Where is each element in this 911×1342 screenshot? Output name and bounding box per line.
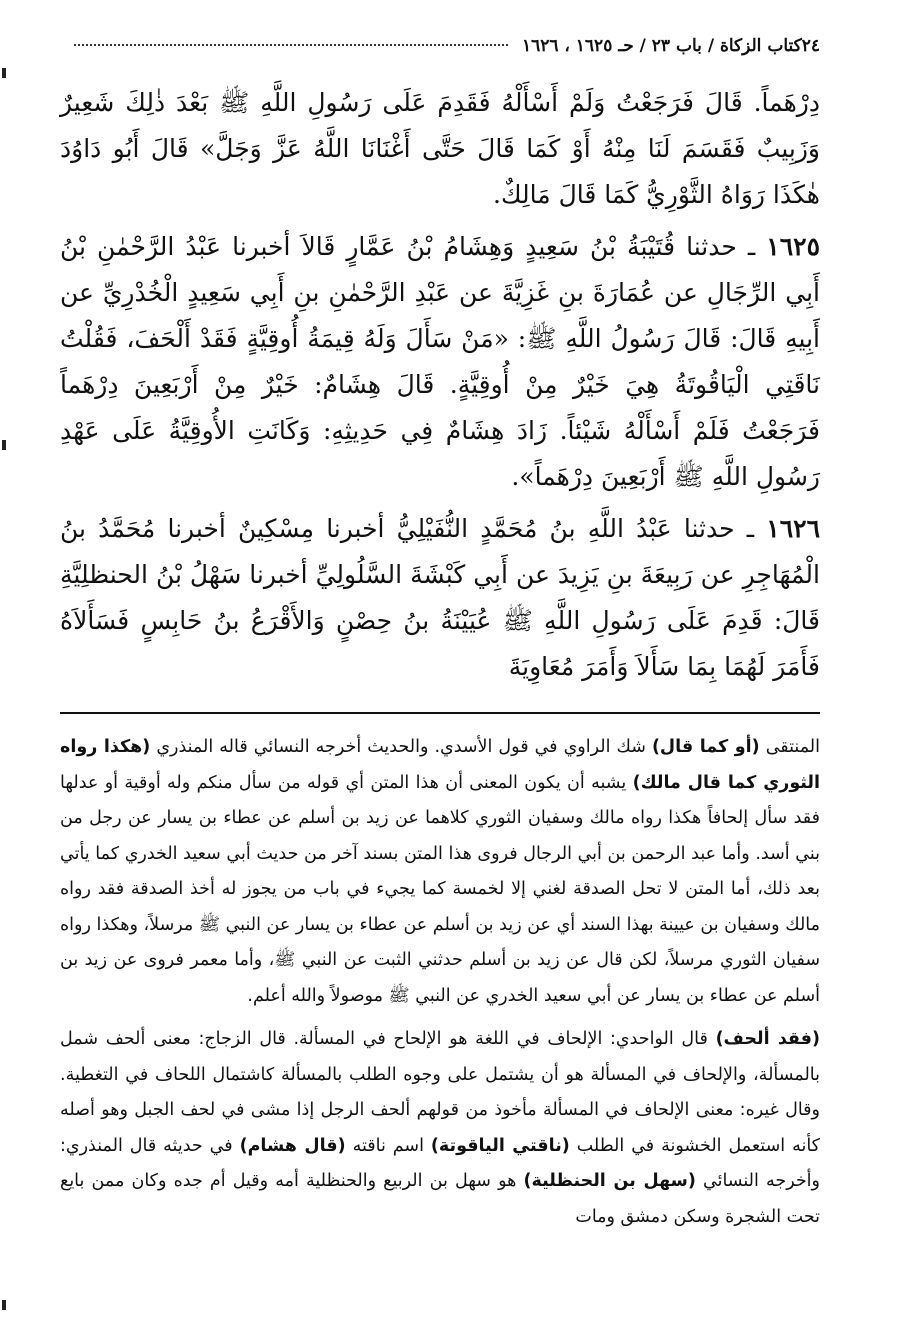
commentary	[60, 730, 820, 1235]
hadith-number: ١٦٢٦	[766, 514, 820, 543]
commentary-lemma: (فقد ألحف)	[715, 1029, 820, 1049]
footnote-divider	[60, 712, 820, 714]
hadith-body: ـ حدثنا عَبْدُ اللَّهِ بنُ مُحَمَّدٍ النُّفَيْلِيُّ أخبرنا مِسْكِينٌ أخبرنا مُحَمَّدُ بنُ الْمُهَاجِرِ عن رَبِيعَةَ بنِ يَزِيدَ عن أَبِي كَبْشَةَ السَّلُولِيِّ أخبرنا سَهْلُ بْنُ الحنظلِيَّةِ قَالَ: قَدِمَ عَلَى رَسُولِ اللَّهِ ﷺ عُيَيْنَةُ بنُ حِصْنٍ وَالأَقْرَعُ بنُ حَابِسٍ فَسَأَلاَهُ فَأَمَرَ لَهُمَا بِمَا سَأَلاَ وَأَمَرَ مُعَاوِيَةَ	[60, 514, 820, 681]
hadith-body: ـ حدثنا قُتَيْبَةُ بْنُ سَعِيدٍ وَهِشَامُ بْنُ عَمَّارٍ قَالاَ أخبرنا عَبْدُ الرَّحْمٰنِ بْنُ أَبِي الرِّجَالِ عن عُمَارَةَ بنِ غَزِيَّةَ عن عَبْدِ الرَّحْمٰنِ بنِ أَبِي سَعِيدٍ الْخُدْرِيِّ عن أَبِيهِ قَالَ: قَالَ رَسُولُ اللَّهِ ﷺ: «مَنْ سَأَلَ وَلَهُ قِيمَةُ أُوقِيَّةٍ فَقَدْ أَلْحَفَ، فَقُلْتُ نَاقَتِي الْيَاقُوتَةُ هِيَ خَيْرٌ مِنْ أُوقِيَّةٍ. قَالَ هِشَامٌ: خَيْرٌ مِنْ أَرْبَعِينَ دِرْهَماً فَرَجَعْتُ فَلَمْ أَسْأَلْهُ شَيْئاً. زَادَ هِشَامٌ فِي حَدِيثِهِ: وَكَانَتِ الأُوقِيَّةُ عَلَى عَهْدِ رَسُولِ اللَّهِ ﷺ أَرْبَعِينَ دِرْهَماً».	[60, 232, 820, 491]
scan-edge-mark	[2, 68, 6, 78]
commentary-text: هو سهل بن الربيع والحنظلية أمه وقيل أم جده وكان ممن بايع تحت الشجرة وسكن دمشق ومات	[60, 1171, 820, 1227]
hadith-continuation: دِرْهَماً. قَالَ فَرَجَعْتُ وَلَمْ أَسْأَلْهُ فَقَدِمَ عَلَى رَسُولِ اللَّهِ ﷺ بَعْدَ ذٰلِكَ شَعِيرٌ وَزَبِيبٌ فَقَسَمَ لَنَا مِنْهُ أَوْ كَمَا قَالَ حَتَّى أَغْنَانَا اللَّهُ عَزَّ وَجَلَّ» قَالَ أَبُو دَاوُدَ هٰكَذَا رَوَاهُ الثَّوْرِيُّ كَمَا قَالَ مَالِكٌ.	[60, 88, 820, 209]
commentary-text: اسم ناقته	[345, 1135, 431, 1156]
commentary-text: في حديثه قال المنذري: وأخرجه النسائي	[60, 1135, 820, 1191]
commentary-text: يشبه أن يكون المعنى أن هذا المتن أي قوله من سأل منكم وله أوقية أو عدلها فقد سأل إلحافاً هكذا رواه مالك وسفيان الثوري كلاهما عن زيد بن أسلم عن عطاء بن يسار عن رجل من بني أسد. وأما عبد الرحمن بن أبي الرجال فروى هذا المتن بسند آخر من حديث أبي سعيد الخدري كما يأتي بعد ذلك، أما المتن لا تحل الصدقة لغني إلا لخمسة كما يجيء في باب من يجوز له أخذ الصدقة فقد رواه مالك وسفيان بن عيينة بهذا السند أي عن زيد بن أسلم عن عطاء بن يسار عن النبي ﷺ مرسلاً، وهكذا رواه سفيان الثوري مرسلاً، لكن قال عن زيد بن أسلم حدثني الثبت عن النبي ﷺ، وأما معمر فروى عن زيد بن أسلم عن عطاء بن يسار عن أبي سعيد الخدري عن النبي ﷺ موصولاً والله أعلم.	[60, 772, 820, 1006]
commentary-lemma: (هكذا رواه الثوري كما قال مالك)	[60, 737, 821, 793]
hadith-text	[60, 80, 820, 690]
commentary-lemma: (قال هشام)	[239, 1135, 346, 1156]
commentary-lemma: (أو كما قال)	[651, 737, 760, 757]
book-page	[60, 36, 820, 1326]
commentary-lemma: (ناقتي الياقوتة)	[430, 1135, 570, 1156]
commentary-lemma: (سهل بن الحنظلية)	[523, 1171, 696, 1191]
commentary-paragraph	[60, 1022, 820, 1235]
commentary-text: قال الواحدي: الإلحاف في اللغة هو الإلحاح في المسألة. قال الزجاج: معنى ألحف شمل بالمسألة، والإلحاف في المسألة هو أن يشتمل على وجوه الطلب بالمسألة كاشتمال اللحاف في التغطية. وقال غيره: معنى الإلحاف في المسألة مأخوذ من قولهم ألحف الرجل إذا مشى في لحف الجبل وهو أصله كأنه استعمل الخشونة في الطلب	[60, 1029, 820, 1156]
hadith-number: ١٦٢٥	[766, 232, 820, 261]
hadith-1625	[60, 224, 820, 500]
scan-edge-mark	[2, 440, 6, 450]
running-header	[60, 36, 820, 70]
commentary-text: شك الراوي في قول الأسدي. والحديث أخرجه النسائي قاله المنذري	[150, 737, 652, 757]
page-number: ٢٤	[801, 36, 820, 56]
chapter-title: كتاب الزكاة / باب ٢٣ / حـ ١٦٢٥ ، ١٦٢٦	[521, 36, 802, 56]
hadith-1626	[60, 506, 820, 690]
commentary-text: المنتقى	[759, 737, 821, 757]
scan-edge-mark	[2, 1300, 6, 1310]
commentary-paragraph	[60, 730, 820, 1014]
header-dotted-leader	[74, 44, 508, 46]
